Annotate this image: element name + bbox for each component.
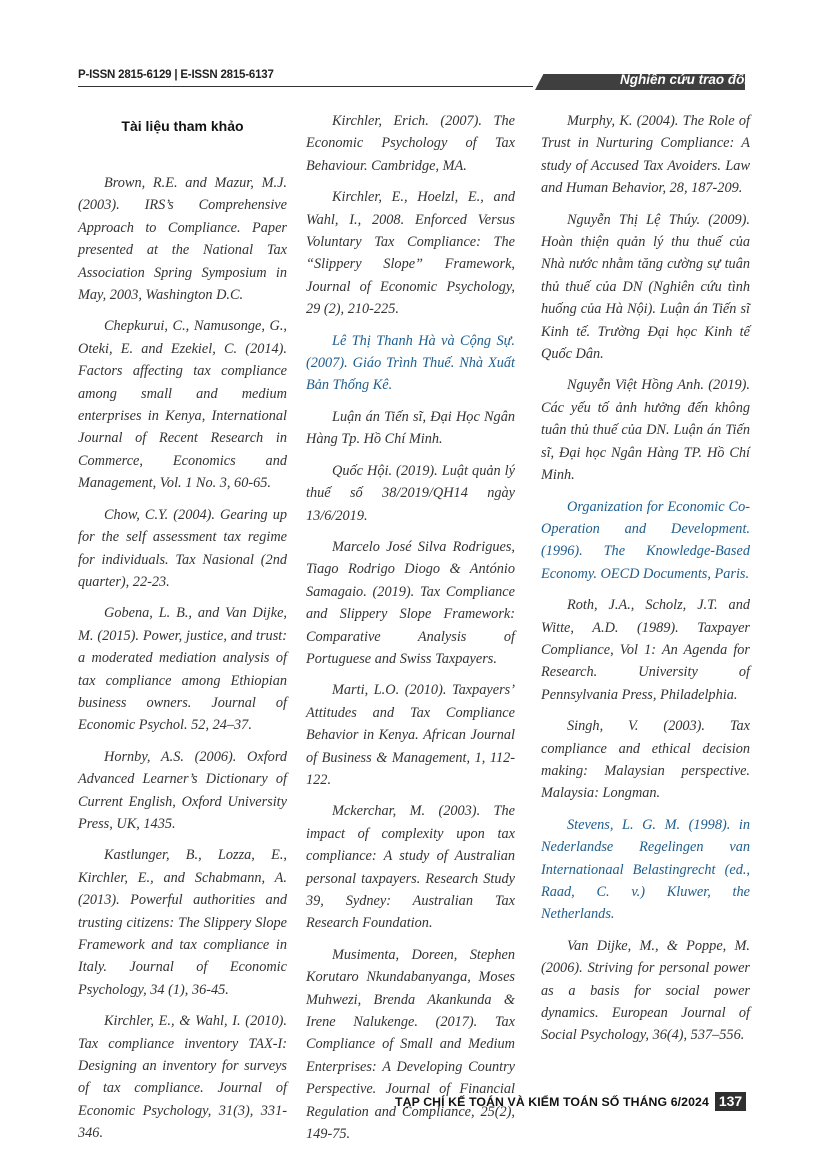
references-heading: Tài liệu tham khảo (121, 118, 244, 134)
reference-item: Gobena, L. B., and Van Dijke, M. (2015). Power, justice, and trust: a moderated mediation analysis of tax compliance among Ethiopian business owners. Journal of Economic Psychol. 52, 24–37. (78, 605, 287, 734)
reference-item: Hornby, A.S. (2006). Oxford Advanced Learner’s Dictionary of Current English, Oxford University Press, UK, 1435. (78, 748, 287, 832)
reference-item: Luận án Tiến sĩ, Đại Học Ngân Hàng Tp. Hồ Chí Minh. (306, 408, 515, 448)
reference-item: Brown, R.E. and Mazur, M.J. (2003). IRS’s Comprehensive Approach to Compliance. Paper presented at the National Tax Association Spring Symposium in May, 2003, Washington D.C. (78, 175, 287, 304)
reference-item: Murphy, K. (2004). The Role of Trust in Nurturing Compliance: A study of Accused Tax Avoiders. Law and Human Behavior, 28, 187-209. (541, 113, 750, 197)
reference-item: Chow, C.Y. (2004). Gearing up for the self assessment tax regime for individuals. Tax Nasional (2nd quarter), 22-23. (78, 506, 287, 590)
reference-item: Musimenta, Doreen, Stephen Korutaro Nkundabanyanga, Moses Muhwezi, Brenda Akankunda & Irene Nalukenge. (2017). Tax Compliance of Small and Medium Enterprises: A Developing Country Perspective. Journal of Financial Regulation and Compliance, 25(2), 149-75. (306, 946, 515, 1143)
reference-item: Marti, L.O. (2010). Taxpayers’ Attitudes and Tax Compliance Behavior in Kenya. African Journal of Business & Management, 1, 112-122. (306, 682, 515, 788)
reference-item: Kastlunger, B., Lozza, E., Kirchler, E., and Schabmann, A. (2013). Powerful authorities and trusting citizens: The Slippery Slope Framework and tax compliance in Italy. Journal of Economic Psychology, 34 (1), 36-45. (78, 847, 287, 998)
reference-item: Kirchler, E., & Wahl, I. (2010). Tax compliance inventory TAX-I: Designing an inventory for surveys of tax compliance. Journal of Economic Psychology, 31(3), 331-346. (78, 1013, 287, 1142)
reference-item: Mckerchar, M. (2003). The impact of complexity upon tax compliance: A study of Australian personal taxpayers. Research Study 39, Sydney: Australian Tax Research Foundation. (306, 803, 515, 932)
footer-journal-title: TẠP CHÍ KẾ TOÁN VÀ KIỂM TOÁN SỐ THÁNG 6/2024 (395, 1095, 709, 1109)
column-1 (78, 110, 287, 1154)
reference-item: Nguyễn Việt Hồng Anh. (2019). Các yếu tố ảnh hưởng đến không tuân thủ thuế của DN. Luận án Tiến sĩ, Đại học Ngân Hàng TP. Hồ Chí Minh. (541, 377, 750, 484)
reference-item: Singh, V. (2003). Tax compliance and ethical decision making: Malaysian perspective. Malaysia: Longman. (541, 718, 750, 802)
header-rule (78, 86, 533, 87)
reference-item: Chepkurui, C., Namusonge, G., Oteki, E. and Ezekiel, C. (2014). Factors affecting tax compliance among small and medium enterprises in Kenya, International Journal of Recent Research in Commerce, Economics and Management, Vol. 1 No. 3, 60-65. (78, 318, 287, 492)
reference-item: Marcelo José Silva Rodrigues, Tiago Rodrigo Diogo & António Samagaio. (2019). Tax Compliance and Slippery Slope Framework: Comparative Analysis of Portuguese and Swiss Taxpayers. (306, 538, 515, 667)
reference-item: Kirchler, Erich. (2007). The Economic Psychology of Tax Behaviour. Cambridge, MA. (306, 113, 515, 174)
reference-item: Quốc Hội. (2019). Luật quản lý thuế số 38/2019/QH14 ngày 13/6/2019. (306, 462, 515, 524)
reference-item: Nguyễn Thị Lệ Thúy. (2009). Hoàn thiện quản lý thu thuế của Nhà nước nhằm tăng cường sự tuân thủ thuế của DN (Nghiên cứu tình huống của Hà Nội). Luận án Tiến sĩ Kinh tế. Trường Đại học Kinh tế Quốc Dân. (541, 211, 750, 363)
page-number: 137 (715, 1092, 746, 1111)
reference-item: Lê Thị Thanh Hà và Cộng Sự. (2007). Giáo Trình Thuế. Nhà Xuất Bản Thống Kê. (306, 332, 515, 394)
column-3 (541, 110, 750, 1056)
reference-item: Van Dijke, M., & Poppe, M. (2006). Striving for personal power as a basis for social power dynamics. European Journal of Social Psychology, 36(4), 537–556. (541, 937, 750, 1044)
issn-line: P-ISSN 2815-6129 | E-ISSN 2815-6137 (78, 69, 274, 81)
reference-item: Stevens, L. G. M. (1998). in Nederlandse Regelingen van Internationaal Belastingrecht (ed., Raad, C. v.) Kluwer, the Netherlands. (541, 816, 750, 923)
column-2 (306, 110, 515, 1154)
reference-item: Organization for Economic Co-Operation and Development. (1996). The Knowledge-Based Economy. OECD Documents, Paris. (541, 498, 750, 582)
section-header-title: Nghiên cứu trao đổi (620, 72, 749, 87)
reference-item: Roth, J.A., Scholz, J.T. and Witte, A.D. (1989). Taxpayer Compliance, Vol 1: An Agenda for Research. University of Pennsylvania Press, Philadelphia. (541, 597, 750, 703)
reference-item: Kirchler, E., Hoelzl, E., and Wahl, I., 2008. Enforced Versus Voluntary Tax Compliance: The “Slippery Slope” Framework, Journal of Economic Psychology, 29 (2), 210-225. (306, 189, 515, 318)
